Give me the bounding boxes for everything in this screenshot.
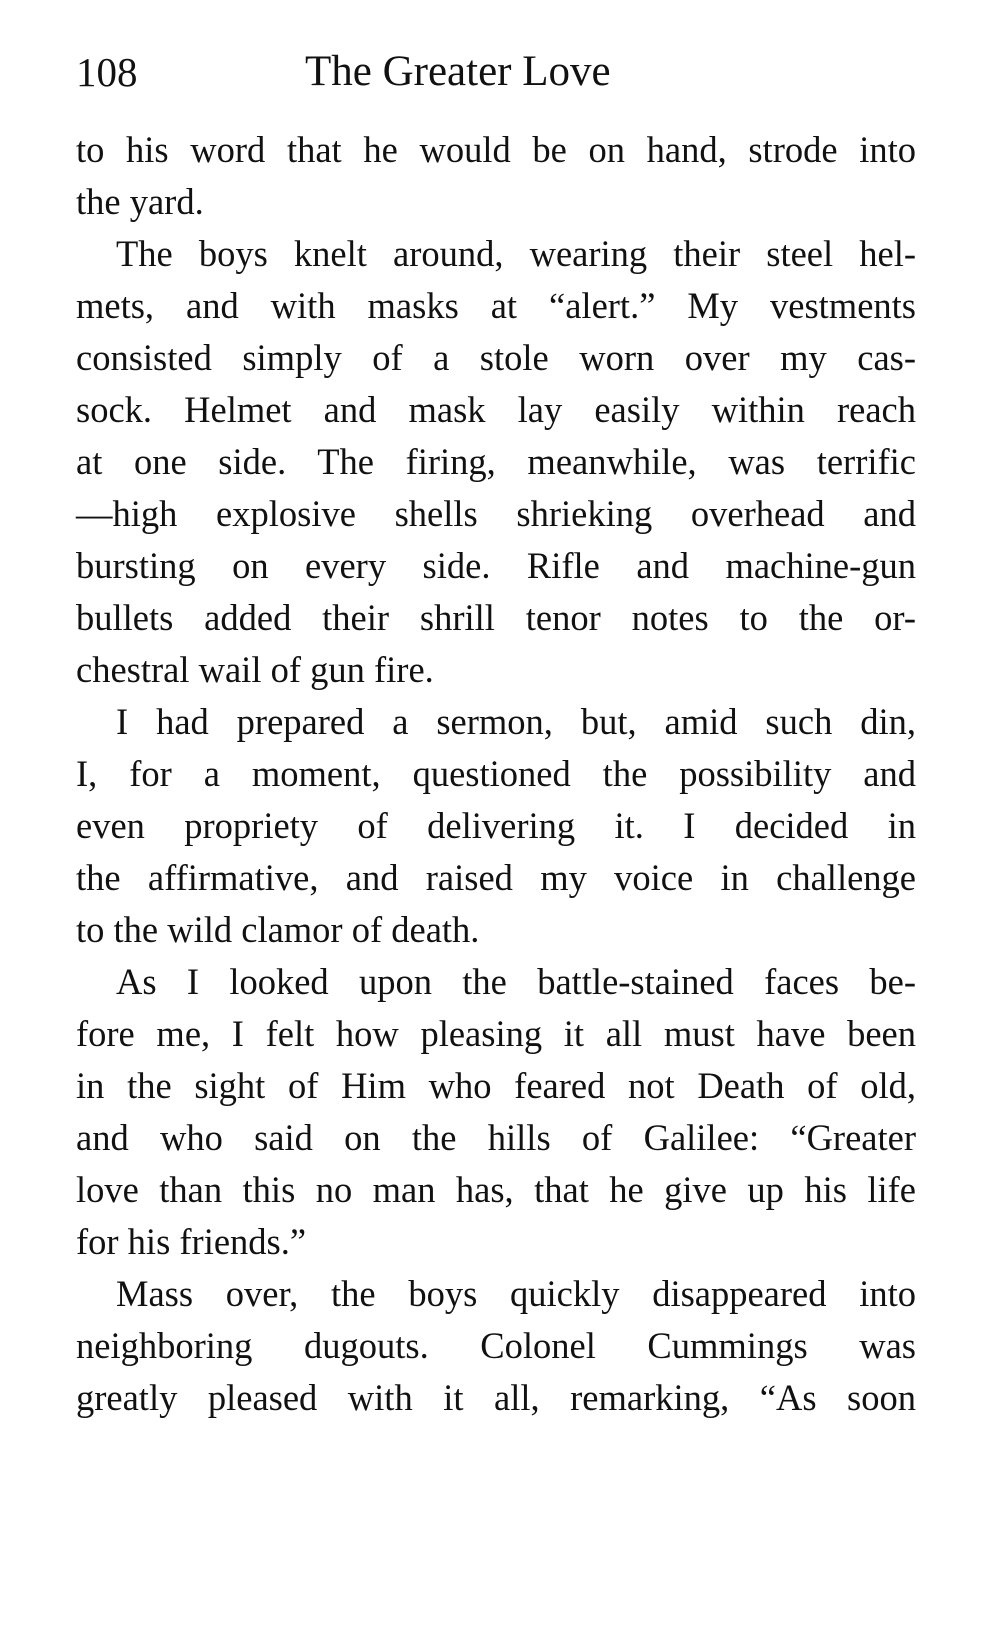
page-number: 108	[76, 49, 138, 95]
text-line: to his word that he would be on hand, strode into	[76, 129, 916, 170]
text-line: neighboring dugouts. Colonel Cummings was	[76, 1325, 916, 1366]
text-line: As I looked upon the battle-stained faces be-	[116, 961, 916, 1002]
text-line: Mass over, the boys quickly disappeared into	[116, 1273, 916, 1314]
running-header	[76, 42, 936, 102]
text-line: the yard.	[76, 181, 204, 222]
text-line: even propriety of delivering it. I decided in	[76, 805, 916, 846]
paragraph-4	[76, 956, 916, 1268]
text-line: —high explosive shells shrieking overhead and	[76, 493, 916, 534]
paragraph-2	[76, 228, 916, 696]
text-line: The boys knelt around, wearing their steel hel-	[116, 233, 916, 274]
text-line: fore me, I felt how pleasing it all must have been	[76, 1013, 916, 1054]
text-line: to the wild clamor of death.	[76, 909, 480, 950]
text-line: sock. Helmet and mask lay easily within reach	[76, 389, 916, 430]
text-line: the affirmative, and raised my voice in challenge	[76, 857, 916, 898]
paragraph-3	[76, 696, 916, 956]
paragraph-5	[76, 1268, 916, 1424]
paragraph-1	[76, 124, 916, 228]
text-line: bursting on every side. Rifle and machine-gun	[76, 545, 916, 586]
text-line: bullets added their shrill tenor notes to the or-	[76, 597, 916, 638]
body-text	[76, 124, 916, 1424]
text-line: mets, and with masks at “alert.” My vestments	[76, 285, 916, 326]
text-line: greatly pleased with it all, remarking, “As soon	[76, 1377, 916, 1418]
text-line: chestral wail of gun fire.	[76, 649, 434, 690]
text-line: love than this no man has, that he give up his life	[76, 1169, 916, 1210]
text-line: in the sight of Him who feared not Death of old,	[76, 1065, 916, 1106]
running-title: The Greater Love	[305, 48, 611, 95]
text-line: consisted simply of a stole worn over my cas-	[76, 337, 916, 378]
text-line: at one side. The firing, meanwhile, was terrific	[76, 441, 916, 482]
text-line: for his friends.”	[76, 1221, 307, 1262]
text-line: I, for a moment, questioned the possibility and	[76, 753, 916, 794]
text-line: and who said on the hills of Galilee: “Greater	[76, 1117, 916, 1158]
text-line: I had prepared a sermon, but, amid such din,	[116, 701, 916, 742]
